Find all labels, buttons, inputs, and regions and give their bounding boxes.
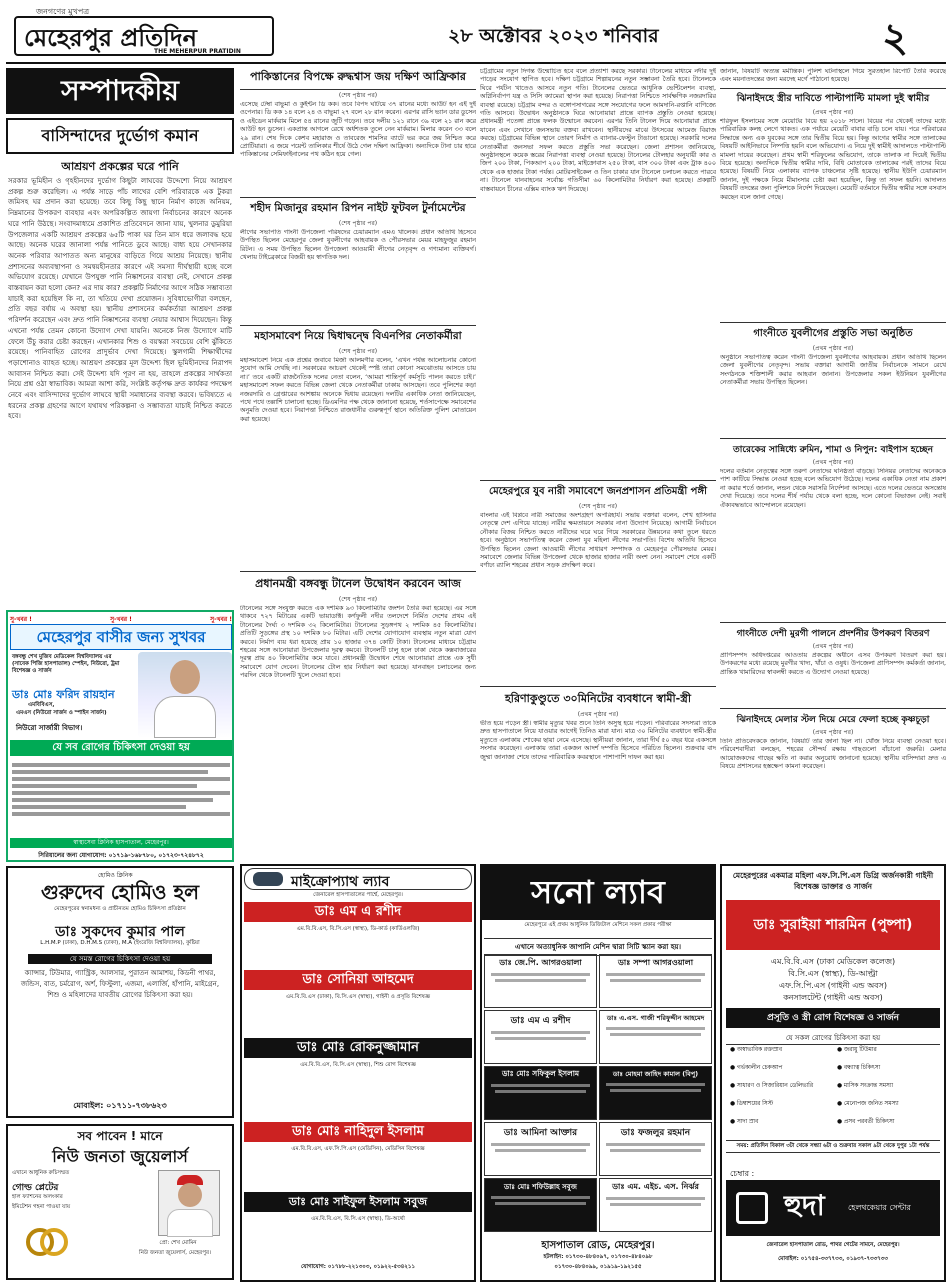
micro-logo-icon <box>253 872 283 886</box>
sono-d3-name: ডাঃ এম এ রশীদ <box>510 1016 571 1026</box>
jewel-l1: এখানে আধুনিক রুচিসম্মত <box>12 1170 70 1176</box>
sono-d1-name: ডাঃ জে.পি. আগরওয়ালা <box>499 958 582 967</box>
article-title-harinakundu: হরিণাকুণ্ডুতে ৩০মিনিটের ব্যবধানে স্বামী-স্ত্রী <box>480 686 716 709</box>
ad-gurudev-homeo <box>6 866 234 1118</box>
huda-sub: হেলথকেয়ার সেন্টার <box>848 1203 911 1212</box>
jewel-name: নিউ জনতা জুয়েলার্স <box>52 1147 188 1166</box>
article-body-tunnel: টানেলের সঙ্গে সংযুক্ত করতে এক দশমিক ৯৩ কিলোমিটার জংশন তৈরি করা হয়েছে। এর সঙ্গে থাকবে ৭২৭ মিটারের একটি ভায়াডাক্ট। কর্ণফুলী নদীর তলদেশে নির্মিত দেশের প্রথম এই টানেলের দৈর্ঘ্য ৩ দশমিক ৩২ কিলোমিটার। টানেলের সুড়ঙ্গপথ ২ দশমিক ৪৫ কিলোমিটার। প্রতিটি সুড়ঙ্গের প্রস্থ ১০ দশমিক ৮০ মিটার। এটি দেশের যোগাযোগ ব্যবস্থায় নতুন মাত্রা যোগ করবে। নির্মাণ ব্যয় ধরা হয়েছে প্রায় ১০ হাজার ৩৭৪ কোটি টাকা। টানেলের মাধ্যমে চট্টগ্রাম শহরের সঙ্গে আনোয়ারা উপজেলার দূরত্ব কমবে। টানেলটি চালু হলে ঢাকা থেকে কক্সবাজারের দূরত্ব প্রায় ৪০ কিলোমিটার কমে যাবে। প্রধানমন্ত্রী উদ্বোধন শেষে আনোয়ারা প্রান্তে এক সুধী সমাবেশে যোগ দেবেন। টানেলের টোল হার নির্ধারণ করা হয়েছে। যানবাহন চলাচলের জন্য পরদিন থেকে টানেলটি খুলে দেওয়া হবে। <box>240 605 476 680</box>
ad-jewellers <box>6 1124 234 1280</box>
article-body-jhenaidah-case: শরিফুল ইসলামের সঙ্গে মেয়েটির বিয়ে হয় ২০১৮ সালে। বিয়ের পর থেকেই তাদের মধ্যে পারিবারিক কলহ লেগে থাকত। এক পর্যায়ে মেয়েটি বাবার বাড়ি চলে যায়। পরে পরিবারের সিদ্ধান্তে অন্য এক যুবকের সঙ্গে তার দ্বিতীয় বিয়ে হয়। কিন্তু আগের স্বামীর সঙ্গে তালাকের বিষয়টি আইনিভাবে নিষ্পত্তি হয়নি বলে অভিযোগ। এ নিয়ে দুই স্বামীই আদালতে পাল্টাপাল্টি মামলা দায়ের করেছেন। প্রথম স্বামী শরিফুলের অভিযোগ, তাকে তালাক না দিয়েই দ্বিতীয় বিয়ে হয়েছে। অন্যদিকে দ্বিতীয় স্বামীর দাবি, বিধি মোতাবেক তালাকের পরই তাদের বিয়ে হয়েছে। বিষয়টি নিয়ে এলাকায় ব্যাপক চাঞ্চল্যের সৃষ্টি হয়েছে। স্থানীয় ইউপি চেয়ারম্যান জানান, দুই পক্ষকে নিয়ে মীমাংসার চেষ্টা করা হয়েছিল, কিন্তু তা সফল হয়নি। আদালত বিষয়টি তদন্তের জন্য পুলিশকে নির্দেশ দিয়েছেন। মেয়েটি বর্তমানে দ্বিতীয় স্বামীর সঙ্গে বসবাস করছেন বলে জানা গেছে। <box>720 118 946 201</box>
article-body-women-rally: বাংলার এই বিপ্লবে নারী সমাজের অংশগ্রহণ অপরিহার্য। সভায় বক্তারা বলেন, শেখ হাসিনার নেতৃত্বে দেশ এগিয়ে যাচ্ছে। নারীর ক্ষমতায়নে সরকার নানা উদ্যোগ নিয়েছে। আগামী নির্বাচনে নৌকার বিজয় নিশ্চিত করতে নারীদের ঘরে ঘরে গিয়ে সরকারের উন্নয়নের কথা তুলে ধরতে হবে। অনুষ্ঠানে সভাপতিত্ব করেন জেলা যুব মহিলা লীগের সভাপতি। বিশেষ অতিথি হিসেবে উপস্থিত ছিলেন জেলা আওয়ামী লীগের সাধারণ সম্পাদক ও মেহেরপুর পৌরসভার মেয়র। সমাবেশে জেলার বিভিন্ন উপজেলা থেকে হাজার হাজার নারী অংশ নেন। সমাবেশ শেষে একটি বর্ণাঢ্য র‍্যালি শহরের প্রধান সড়ক প্রদক্ষিণ করে। <box>480 512 716 570</box>
micro-d4-name: ডাঃ মোঃ নাহিদুল ইসলাম <box>244 1122 472 1142</box>
treat-title: যে সব রোগের চিকিৎসা দেওয়া হয় <box>10 740 232 756</box>
doctor-dept: নিউরো সার্জারী বিভাগ। <box>16 724 83 732</box>
sono-doc-7 <box>484 1122 597 1176</box>
homeo-name: গুরুদেব হোমিও হল <box>40 880 200 904</box>
pushpa-d4: কনসালটেন্ট (গাইনী এন্ড অবস) <box>783 993 883 1002</box>
ad-dr-rayhan <box>6 610 234 862</box>
ad-flag-text-3: সু-খবর ! <box>210 616 232 623</box>
homeo-list: ক্যান্সার, টিউমার, গ্যাস্ট্রিক, আলসার, পুরাতন আমাশয়, কিডনী পাথর, জন্ডিস, বাত, চর্মরোগ, অর্শ, ফিস্টুলা, এজমা, এলার্জি, হাঁপানি, মাইগ্রেন, শিশু ও মহিলাদের যাবতীয় রোগের চিকিৎসা করা হয়। <box>20 969 220 999</box>
service-item: ● মেনোপজ জনিত সমস্যা <box>837 1101 899 1107</box>
sono-doc-6 <box>599 1066 712 1120</box>
micro-d2-name: ডাঃ সোনিয়া আহমেদ <box>244 970 472 990</box>
sono-doc-10 <box>599 1178 712 1232</box>
article-ref: (শেষ পৃষ্ঠার পর) <box>338 596 378 603</box>
article-title-tunnel: প্রধানমন্ত্রী বঙ্গবন্ধু টানেল উদ্বোধন করবেন আজ <box>240 571 476 594</box>
service-item: ● জরায়ু টিউমার <box>837 1047 877 1053</box>
pushpa-addr: জেনারেল হাসপাতাল রোড, পাথর গেটের সামনে, মেহেরপুর। <box>766 1242 900 1248</box>
ad-serial: সিরিয়ালের জন্য যোগাযোগ: ০১৭১৯-১৬৮৭৮০, ০১৭২৩-৭২৪৮৭২ <box>38 852 204 859</box>
service-item: ● গর্ভকালীন চেকআপ <box>730 1065 783 1071</box>
column-4 <box>720 68 946 858</box>
article-title-football: শহীদ মিজানুর রহমান রিপন নাইট ফুটবল টুর্নামেন্টের <box>240 197 476 218</box>
pushpa-d2: বি.সি.এস (স্বাস্থ্য), ডি-আল্ট্রা <box>788 969 878 978</box>
sono-d5-name: ডাঃ মোঃ সফিকুল ইসলাম <box>501 1069 580 1078</box>
micro-d5-deg: এম.বি.বি.এস, বি.সি.এস (স্বাস্থ্য), ডি-অর্থো <box>311 1216 405 1222</box>
ad-flag-text-1: সু-খবর ! <box>10 616 32 623</box>
doctor-photo <box>138 652 232 738</box>
editorial-title: বাসিন্দাদের দুর্ভোগ কমান <box>41 126 199 145</box>
sono-d4-name: ডাঃ এ.এস. গাজী শরিফুদ্দীন আহমেদ <box>606 1014 705 1022</box>
article-title-bnp: মহাসমাবেশ নিয়ে দ্বিধাদ্বন্দ্বে বিএনপির নেতাকর্মীরা <box>240 325 476 346</box>
sono-doc-2 <box>599 954 712 1008</box>
article-ref: (প্রথম পৃষ্ঠার পর) <box>812 643 854 650</box>
homeo-doctor: ডাঃ সুকদেব কুমার পাল <box>55 924 185 940</box>
article-body-bnp: মহাসমাবেশ নিয়ে এক প্রশ্নের জবাবে মির্জা আলমগীর বলেন, ‘এখন পর্যন্ত আলোচনার কোনো সুযোগ আমি দেখছি না। সরকারের আচরণ থেকেই স্পষ্ট তারা কোনো সমঝোতায় আসতে চায় না।’ তবে একটি রাজনৈতিক দলের নেতা বলেন, ‘আমরা শান্তিপূর্ণ কর্মসূচি পালন করতে চাই।’ মহাসমাবেশ সফল করতে বিভিন্ন জেলা থেকে নেতাকর্মীরা ঢাকায় আসছেন। তবে পুলিশের কড়া নজরদারি ও গ্রেপ্তারের আশঙ্কায় অনেকে দ্বিধায় রয়েছেন। দলটির একাধিক নেতা জানিয়েছেন, পথে পথে তল্লাশি চালানো হচ্ছে। ডিএমপির পক্ষ থেকে জানানো হয়েছে, শর্তসাপেক্ষে সমাবেশের অনুমতি দেওয়া হবে। নিরাপত্তা নিশ্চিতে রাজধানীর গুরুত্বপূর্ণ স্থানে অতিরিক্ত পুলিশ মোতায়েন করা হয়েছে। <box>240 357 476 423</box>
ad-micropath-lab <box>240 864 476 1282</box>
article-title-chicken: গাংনীতে দেশী মুরগী পালনে প্রদর্শনীর উপকরণ বিতরণ <box>720 622 946 641</box>
sono-name: সনো ল্যাব <box>531 873 665 911</box>
owner-head-icon <box>178 1183 202 1207</box>
photo-head-icon <box>170 660 200 694</box>
article-body-tunnel-cont: চট্টগ্রামের নতুন দিগন্ত উন্মোচিত হবে বলে প্রত্যাশা করছে সরকার। টানেলের মাধ্যমে নদীর দুই পাড়ের সংযোগ স্থাপিত হবে। দক্ষিণ চট্টগ্রামে শিল্পায়নের নতুন সম্ভাবনা তৈরি হবে। টানেলকে ঘিরে পর্যটন খাতেও আসবে নতুন গতি। টানেলের ভেতরে আধুনিক ভেন্টিলেশন ব্যবস্থা, অগ্নিনির্বাপণ যন্ত্র ও সিসি ক্যামেরা স্থাপন করা হয়েছে। নিরাপত্তা নিশ্চিতে সার্বক্ষণিক নজরদারির ব্যবস্থা রয়েছে। চট্টগ্রাম বন্দর ও বঙ্গোপসাগরের সঙ্গে সংযোগের ফলে আমদানি-রপ্তানি বাণিজ্যে গতি আসবে। উদ্বোধন অনুষ্ঠানকে ঘিরে আনোয়ারা প্রান্তে ব্যাপক প্রস্তুতি নেওয়া হয়েছে। প্রধানমন্ত্রী পতেঙ্গা প্রান্তে ফলক উন্মোচন করবেন। এরপর তিনি টানেল দিয়ে আনোয়ারা প্রান্তে যাবেন এবং সেখানে জনসভায় বক্তব্য রাখবেন। স্থানীয়দের মাঝে উৎসবের আমেজ বিরাজ করছে। চট্টগ্রামের বিভিন্ন স্থানে তোরণ নির্মাণ ও ব্যানার-ফেস্টুন টাঙানো হয়েছে। সরকারি দলের নেতাকর্মীরা জনসভা সফল করতে প্রস্তুতি সভা করেছেন। জেলা প্রশাসন জানিয়েছে, অনুষ্ঠানস্থলে কয়েক স্তরের নিরাপত্তা ব্যবস্থা নেওয়া হয়েছে। টানেলের টোলহার অনুযায়ী কার ও জিপ ২০০ টাকা, পিকআপ ২০০ টাকা, মাইক্রোবাস ২৫০ টাকা, বাস ৩০০ টাকা এবং ট্রাক ৪০০ থেকে এক হাজার টাকা পর্যন্ত। মোটরসাইকেল ও তিন চাকার যান টানেলে চলাচল করতে পারবে না। টানেলে যানবাহনের সর্বোচ্চ গতিসীমা ৬০ কিলোমিটার নির্ধারণ করা হয়েছে। প্রকল্পটি বাস্তবায়নে চীনের এক্সিম ব্যাংক ঋণ দিয়েছে। <box>480 68 716 193</box>
pushpa-list-title: যে সকল রোগের চিকিৎসা করা হয় <box>726 1032 940 1045</box>
editorial-title-box <box>6 118 234 154</box>
article-body-pak-sa: এসেছে টেম্বা বাভুমা ও কুইন্টন ডি কক। তবে বিপদ ঘটিয়ে ৩৭ রানের মধ্যে আউট হন এই দুই ওপেনার। ডি কক ১৪ বলে ২৪ ও বাভুমা ২৭ বলে ২৮ রান করেন। এরপর রাসি ভ্যান ডার ডুসেন ও এইডেন মার্করাম মিলে ৫৪ রানের জুটি গড়েন। তবে দলীয় ১২১ রানে ৩৯ বলে ২১ রান করে আউট হন ডুসেন। একপ্রান্ত আগলে রেখে অর্ধশতক তুলে নেন মার্করাম। মিলার করেন ৩৩ বলে ২৯ রান। শেষ দিকে কেশব মহারাজ ও তাবরেজ শামসির ব্যাটে ভর করে জয় নিশ্চিত করে প্রোটিয়ারা। এ জয়ে পয়েন্ট তালিকার শীর্ষে উঠে গেল দক্ষিণ আফ্রিকা। অন্যদিকে টানা চার হারে পাকিস্তানের সেমিফাইনালের পথ কঠিন হয়ে গেল। <box>240 101 476 159</box>
masthead-rule <box>6 62 946 64</box>
pushpa-chamber: চেম্বার : <box>730 1169 755 1178</box>
ad-flag-text-2: সু-খবর ! <box>110 616 132 623</box>
jewel-l2: গোল্ড প্লেটের <box>12 1183 59 1193</box>
jewel-head: সব পাবেন ! মানে <box>77 1129 163 1143</box>
page-number: ২ <box>882 15 909 61</box>
article-body-gangni-jubo: অনুষ্ঠানে সভাপতিত্ব করেন গাংনী উপজেলা যুবলীগের আহবায়ক। প্রধান অতিথি ছিলেন জেলা যুবলীগের নেতৃবৃন্দ। সভায় বক্তারা আগামী জাতীয় নির্বাচনকে সামনে রেখে সংগঠনকে শক্তিশালী করার আহবান জানান। উপজেলার সকল ইউনিয়ন যুবলীগের নেতাকর্মীরা সভায় উপস্থিত ছিলেন। <box>720 354 946 387</box>
jewel-owner: প্রো: শেখ মোমিন <box>159 1240 197 1246</box>
jewel-l3: হাল ফ্যাশনের অলংকার <box>12 1194 63 1200</box>
treat-list <box>12 760 230 836</box>
article-body-football: লীগের সভাপতি গাংনী উপজেলা পরিষদের চেয়ারম্যান এমএ খালেক। প্রধান অতিথি হিসেবে উপস্থিত ছিলেন মেহেরপুর জেলা যুবলীগের আহবায়ক ও পৌরসভার মেয়র মাহফুজুর রহমান রিটন। এ সময় উপস্থিত ছিলেন উপজেলা আওয়ামী লীগের নেতৃবৃন্দ ও গণ্যমান্য ব্যক্তিবর্গ। খেলায় টাইব্রেকারে বিজয়ী হয় স্বাগতিক দল। <box>240 229 476 262</box>
article-body-prev: জানান, বিষয়টি অত্যন্ত মর্মান্তিক। পুলিশ ঘটনাস্থলে গিয়ে সুরতহাল রিপোর্ট তৈরি করেছে এবং ময়নাতদন্তের জন্য মরদেহ মর্গে পাঠানো হয়েছে। <box>720 68 946 84</box>
article-body-tarek: দলের বর্তমান নেতৃত্বের সঙ্গে তরুণ নেতাদের ঘনিষ্ঠতা বাড়ছে। সিনিয়র নেতাদের অনেককে পাশ কাটিয়ে সিদ্ধান্ত নেওয়া হচ্ছে বলে অভিযোগ উঠেছে। দলের একাধিক নেতা নাম প্রকাশ না করার শর্তে জানান, লন্ডন থেকে সরাসরি নির্দেশনা আসছে। এতে দলের ভেতরে অসন্তোষ দেখা দিয়েছে। তবে দলের শীর্ষ পর্যায় থেকে বলা হচ্ছে, দলে কোনো বিভাজন নেই। সবাই ঐক্যবদ্ধভাবে আন্দোলনে রয়েছেন। <box>720 468 946 509</box>
sono-phone2: ০১৭৩০-৪৮৪০৯৯, ০১৯১৯-১৯২১৫৫ <box>554 1264 642 1270</box>
doctor-deg2: এমএস (নিউরো সার্জন ও স্পাইন সার্জন) <box>16 710 107 716</box>
editorial-banner-text: সম্পাদকীয় <box>61 74 179 107</box>
micro-name: মাইক্রোপ্যাথ ল্যাব <box>291 874 390 890</box>
sono-doc-8 <box>599 1122 712 1176</box>
homeo-sub: মেহেরপুরের স্বনামধন্য ও প্রাচীনতম হোমিও চিকিৎসা প্রতিষ্ঠান <box>54 906 186 912</box>
editorial-banner <box>6 68 234 114</box>
jewel-owner-photo <box>158 1170 220 1236</box>
micro-doc-3 <box>244 1038 472 1118</box>
masthead-name-en: THE MEHERPUR PRATIDIN <box>154 48 241 55</box>
article-ref: (প্রথম পৃষ্ঠার পর) <box>812 729 854 736</box>
service-item: ● অস্বাভাবিক রক্তস্রাব <box>730 1047 782 1053</box>
service-item: ● বন্ধ্যাত্ব চিকিৎসা <box>837 1065 881 1071</box>
article-body-chicken: প্রাণিসম্পদ অধিদপ্তরের আওতায় প্রকল্পের অধীনে এসব উপকরণ বিতরণ করা হয়। উপকরণের মধ্যে রয়েছে মুরগীর খাদ্য, খাঁচা ও ওষুধ। উপজেলা প্রাণিসম্পদ কর্মকর্তা জানান, প্রান্তিক খামারিদের স্বাবলম্বী করতে এ উদ্যোগ নেওয়া হয়েছে। <box>720 652 946 676</box>
huda-box <box>726 1180 940 1236</box>
sono-addr: হাসপাতাল রোড, মেহেরপুর। <box>541 1240 655 1251</box>
service-item: ● মাসিক সংক্রান্ত সমস্যা <box>837 1083 894 1089</box>
owner-body-icon <box>167 1209 213 1237</box>
masthead <box>6 2 946 64</box>
sono-doc-4 <box>599 1010 712 1064</box>
homeo-special: যে সমস্ত রোগের চিকিৎসা দেওয়া হয় <box>28 954 212 964</box>
sono-d8-name: ডাঃ ফজলুর রহমান <box>620 1128 691 1138</box>
micro-header <box>244 868 472 890</box>
article-body-krishnachura: তিনি প্রতিবেদককে জানান, বিষয়টি তার জানা ছিল না। খোঁজ নিয়ে ব্যবস্থা নেওয়া হবে। পরিবেশবাদীরা বলছেন, শহরের সৌন্দর্য রক্ষায় গাছগুলো বাঁচানো জরুরি। মেলার আয়োজকদের গাছের ক্ষতি না করার অনুরোধ জানানো হয়েছে। স্থানীয় বাসিন্দারা দ্রুত এ বিষয়ে প্রশাসনের হস্তক্ষেপ কামনা করেছেন। <box>720 738 946 771</box>
homeo-phone: মোবাইল: ০১৭১১-৭৩৮৬২৩ <box>73 1101 167 1110</box>
micro-d1-deg: এম.বি.বি.এস, বি.সি.এস (স্বাস্থ্য), ডি-কার্ড (কার্ডিওলজি) <box>296 926 420 932</box>
micro-doc-2 <box>244 970 472 1036</box>
sono-header <box>482 866 714 920</box>
article-title-gangni-jubo: গাংনীতে যুবলীগের প্রস্তুতি সভা অনুষ্ঠিত <box>720 322 946 343</box>
sono-doc-5 <box>484 1066 597 1120</box>
ad-footer: স্বাস্থ্যসেবা ক্লিনিক হাসপাতাল, মেহেরপুর। <box>10 838 232 848</box>
pushpa-name: ডাঃ সুরাইয়া শারমিন (পুষ্পা) <box>753 917 913 933</box>
doctor-deg1: এমবিবিএস, <box>28 702 55 708</box>
service-item: ● প্রসব পরবর্তী চিকিৎসা <box>837 1119 895 1125</box>
micro-sub: জেনারেল হাসপাতালের পার্শ্বে, মেহেরপুর। <box>313 892 403 898</box>
micro-d5-name: ডাঃ মোঃ সাইফুল ইসলাম সবুজ <box>244 1192 472 1212</box>
pushpa-name-box <box>726 900 940 950</box>
article-ref: (প্রথম পৃষ্ঠার পর) <box>812 459 854 466</box>
huda-name: হুদা <box>784 1189 825 1222</box>
service-item: ● ডিম্বাশয়ের সিস্ট <box>730 1101 773 1107</box>
article-ref: (শেষ পৃষ্ঠার পর) <box>338 348 378 355</box>
ad-org: বঙ্গবন্ধু শেখ মুজিব মেডিকেল বিশ্ববিদ্যালয় এর (সাবেক পিজি হাসপাতাল) স্পেইন, নিউরো, ট্রমা বিশেষজ্ঞ ও সার্জন <box>12 654 120 674</box>
sono-doc-9 <box>484 1178 597 1232</box>
pushpa-time: সময়: প্রতিদিন বিকাল ৩টা থেকে সন্ধ্যা ৬টা ও শুক্রবার সকাল ৯টা থেকে দুপুর ১টা পর্যন্ত <box>726 1140 940 1153</box>
article-ref: (শেষ পৃষ্ঠার পর) <box>338 220 378 227</box>
homeo-deg: L.H.M.P (ঢাকা), D.H.M.S (ঢাকা), M.A (ইংরেজি বিশ্ববিদ্যালয়), কুষ্টিয়া <box>40 940 200 946</box>
sono-doc-1 <box>484 954 597 1008</box>
sono-doc-3 <box>484 1010 597 1064</box>
micro-d3-deg: এম.বি.বি.এস, বি.সি.এস (স্বাস্থ্য), শিশু রোগ বিশেষজ্ঞ <box>300 1062 416 1068</box>
sono-d7-name: ডাঃ আমিনা আক্তার <box>503 1128 578 1138</box>
ad-headline: মেহেরপুর বাসীর জন্য সুখবর <box>10 624 232 650</box>
sono-d10-name: ডাঃ এম. এইচ. এস. নির্ঝর <box>612 1182 699 1191</box>
micro-phone: যোগাযোগ: ০১৭৮৮-২২১৩০৩, ০১৯২২-৫৩৪২১১ <box>300 1264 416 1270</box>
article-title-jhenaidah-case: ঝিনাইদহে স্ত্রীর দাবিতে পাল্টাপাল্টি মামলা দুই স্বামীর <box>720 88 946 107</box>
sono-d6-name: ডাঃ মোহমা জাহিদ কামাল (বিপু) <box>612 1070 699 1078</box>
pushpa-phone: মোবাইল: ০১৭৫৪-৩৩৭৭৩৩, ০১৯৩৭-৭৩৩৭৩৩ <box>778 1256 888 1262</box>
pushpa-band: প্রসূতি ও স্ত্রী রোগ বিশেষজ্ঞ ও সার্জন <box>726 1008 940 1028</box>
article-title-women-rally: মেহেরপুরে যুব নারী সমাবেশে জনপ্রশাসন প্রতিমন্ত্রী পঙ্গী <box>480 480 716 501</box>
pushpa-services-list <box>730 1046 940 1136</box>
sono-band: এখানে অত্যাধুনিক জাপানি মেশিন দ্বারা সিটি স্ক্যান করা হয়। <box>484 938 712 956</box>
sono-doc-grid <box>484 954 712 1232</box>
pushpa-d3: এফ.সি.পি.এস (গাইনী এন্ড অবস) <box>778 981 888 990</box>
sono-d9-name: ডাঃ মোঃ শফিউল্লাহ সবুজ <box>504 1183 577 1191</box>
micro-d3-name: ডাঃ মোঃ রোকনুজ্জামান <box>244 1038 472 1058</box>
article-title-krishnachura: ঝিনাইদহে মেলার স্টল দিয়ে মেরে ফেলা হচ্ছে কৃষ্ণচূড়া <box>720 708 946 727</box>
photo-body-icon <box>154 696 216 738</box>
service-item: ● সাদা স্রাব <box>730 1119 759 1125</box>
sono-d2-name: ডাঃ সম্পা আগরওয়ালা <box>617 958 694 967</box>
column-3 <box>480 68 716 858</box>
micro-doc-1 <box>244 902 472 968</box>
pushpa-d1: এম.বি.বি.এস (ঢাকা মেডিকেল কলেজ) <box>770 957 896 966</box>
masthead-logo <box>14 16 274 56</box>
article-body-harinakundu: ভীত হয়ে পড়েন স্ত্রী। স্বামীর মৃত্যুর খবর শুনে তিনি অসুস্থ হয়ে পড়েন। পরিবারের সদস্যরা তাকে দ্রুত হাসপাতালে নিয়ে যাওয়ার আগেই তিনিও মারা যান। মাত্র ৩০ মিনিটের ব্যবধানে স্বামী-স্ত্রীর মৃত্যুতে এলাকায় শোকের ছায়া নেমে এসেছে। স্থানীয়রা জানান, তারা দীর্ঘ ৫০ বছর ধরে একসঙ্গে সংসার করেছেন। এলাকায় তারা একজন আদর্শ দম্পতি হিসেবে পরিচিত ছিলেন। শুক্রবার বাদ জুম্মা জানাজা শেষে তাদের পারিবারিক কবরস্থানে পাশাপাশি দাফন করা হয়। <box>480 720 716 761</box>
micro-d4-deg: এম.বি.বি.এস, এফ.সি.পি.এস (মেডিসিন), মেডিসিন বিশেষজ্ঞ <box>291 1146 425 1152</box>
article-ref: (প্রথম পৃষ্ঠার পর) <box>812 345 854 352</box>
editorial-section <box>6 68 234 606</box>
editorial-subtitle: আশ্রয়ণ প্রকল্পের ঘরে পানি <box>61 160 179 173</box>
jewel-l4: ইমিটেশন গহনা পাওয়া যায় <box>12 1204 71 1210</box>
micro-d1-name: ডাঃ এম এ রশীদ <box>244 902 472 922</box>
ad-dr-pushpa <box>720 864 946 1282</box>
column-2 <box>240 68 476 858</box>
masthead-name: মেহেরপুর প্রতিদিন <box>24 24 197 52</box>
article-ref: (শেষ পৃষ্ঠার পর) <box>338 92 378 99</box>
huda-logo-icon <box>736 1192 768 1224</box>
jewel-addr: নিউ জনতা জুয়েলার্স, মেহেরপুর। <box>139 1250 211 1256</box>
jewel-ring-icon <box>24 1224 70 1260</box>
micro-doc-4 <box>244 1122 472 1188</box>
article-ref: (প্রথম পৃষ্ঠার পর) <box>812 109 854 116</box>
ad-flag <box>10 614 232 623</box>
issue-date: ২৮ অক্টোবর ২০২৩ শনিবার <box>448 25 659 47</box>
sono-sub: মেহেরপুরে এই প্রথম আধুনিক ডিজিটাল মেশিনে সকল প্রকার পরীক্ষা <box>524 922 672 928</box>
doctor-name: ডাঃ মোঃ ফরিদ রায়হান <box>12 688 115 701</box>
micro-doc-5 <box>244 1192 472 1258</box>
pushpa-top: মেহেরপুরের একমাত্র মহিলা এফ.সি.পি.এস ডিগ্রি অর্জনকারী গাইনী বিশেষজ্ঞ ডাক্তার ও সার্জন <box>732 871 934 891</box>
homeo-flag: হোমিও ক্লিনিক <box>98 872 133 879</box>
sono-phone: হটলাইন: ০১৭৩০-৪৮৪০৯৭, ০১৭৩০-৪৮৪০৯৮ <box>543 1254 653 1260</box>
service-item: ● সাধারণ ও সিজারিয়ান ডেলিভারি <box>730 1083 814 1089</box>
article-ref: (প্রথম পৃষ্ঠার পর) <box>577 711 619 718</box>
ad-sono-lab <box>480 864 716 1282</box>
article-ref: (শেষ পৃষ্ঠার পর) <box>578 503 618 510</box>
article-title-pak-sa: পাকিস্তানের বিপক্ষে রুদ্ধশ্বাস জয় দক্ষিণ আফ্রিকার <box>240 68 476 90</box>
article-title-tarek: তারেকের সান্নিধ্যে রুমিন, শামা ও নিপুন: বাইপাস হচ্ছেন <box>720 438 946 457</box>
micro-d2-deg: এম.বি.বি.এস (ঢাকা), বি.সি.এস (স্বাস্থ্য), গাইনী ও প্রসূতি বিশেষজ্ঞ <box>285 994 431 1000</box>
masthead-tagline: জনগণের মুখপত্র <box>36 7 90 16</box>
editorial-body: সরকার ভূমিহীন ও গৃহহীনদের দুর্ভোগ কিছুটা লাঘবের উদ্দেশ্যে নিয়ে আশ্রয়ণ প্রকল্প শুরু করেছিল। এ পর্যন্ত সাড়ে পাঁচ লাখের বেশি পরিবারকে এক টুকরা জমিসহ ঘর প্রদান করা হয়েছে। তবে কিছু কিছু স্থানে নির্মাণ কাজে অনিয়ম, নিম্নমানের উপকরণ ব্যবহার এবং অপরিকল্পিত জায়গা নির্বাচনের কারণে অনেক ঘরে পানি উঠছে। সংবাদমাধ্যমে প্রকাশিত প্রতিবেদনে জানা যায়, খুলনার ডুমুরিয়া উপজেলার একটি আশ্রয়ণ প্রকল্পের ৬৫টি পাকা ঘর তিন মাস ধরে জলাবদ্ধ হয়ে আছে। অনেক ঘরের জানালা পর্যন্ত পানিতে ডুবে আছে। বাধ্য হয়ে সেখানকার অনেক পরিবার আপাতত অন্য মানুষের বাড়িতে গিয়ে আশ্রয় নিয়েছে। স্থানীয় প্রশাসনের অব্যবস্থাপনা ও সমন্বয়হীনতার কারণে এই সমস্যা দীর্ঘস্থায়ী হচ্ছে বলে অভিযোগ রয়েছে। যেখানে উপযুক্ত পানি নিষ্কাশনের ব্যবস্থা নেই, সেখানে প্রকল্প বাস্তবায়ন করা হলো কেন? এর দায় কার? প্রকল্পটি নির্মাণের আগে সঠিক সম্ভাব্যতা যাচাই করা হয়েছিল কি না, তা খতিয়ে দেখা প্রয়োজন। সুবিধাভোগীরা বলছেন, প্রতি বছর বর্ষায় এ অবস্থা হয়। স্থানীয় প্রশাসনের কর্মকর্তারা আশ্রয়ণ প্রকল্প পরিদর্শন করেছেন এবং দ্রুত পানি নিষ্কাশনের ব্যবস্থা নেয়ার আশ্বাস দিয়েছেন। কিন্তু এখনো পর্যন্ত তেমন কোনো উদ্যোগ দেখা যায়নি। অনেকে নিজ উদ্যোগে মাটি ফেলে উঁচু করার চেষ্টা করছেন। এখানকার শিশু ও বয়স্করা সবচেয়ে বেশি ঝুঁকিতে রয়েছে। পানিবাহিত রোগের প্রাদুর্ভাব দেখা দিয়েছে। স্কুলগামী শিক্ষার্থীদের পড়াশোনাও ব্যাহত হচ্ছে। আশ্রয়ণ প্রকল্পের মূল উদ্দেশ্য ছিল ভূমিহীনদের নিরাপদ আবাসন নিশ্চিত করা। সেই উদ্দেশ্য যদি পূরণ না হয়, তাহলে প্রকল্পের সার্থকতা নিয়ে প্রশ্ন ওঠা স্বাভাবিক। আমরা আশা করি, সংশ্লিষ্ট কর্তৃপক্ষ দ্রুত কার্যকর পদক্ষেপ নেবে এবং বাসিন্দাদের দুর্ভোগ লাঘবে স্থায়ী সমাধানের ব্যবস্থা করবে। ভবিষ্যতে এ ধরনের প্রকল্প গ্রহণের আগে যথাযথ পরিকল্পনা ও সম্ভাব্যতা যাচাই নিশ্চিত করতে হবে। <box>8 177 232 421</box>
